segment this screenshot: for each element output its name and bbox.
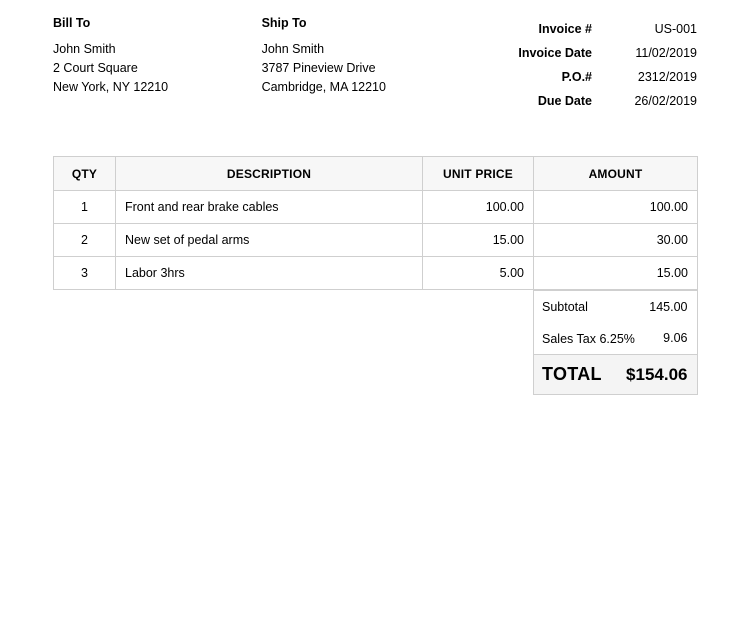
- invoice-header-section: [53, 16, 697, 113]
- subtotal-row: Subtotal 145.00: [53, 291, 697, 323]
- po-number-value: 2312/2019: [637, 70, 697, 84]
- due-date-row: [472, 89, 697, 113]
- cell-amount: 100.00: [534, 191, 698, 224]
- column-header-unit-price: UNIT PRICE: [423, 157, 534, 191]
- table-header-row: [54, 157, 698, 191]
- ship-to-line-1: John Smith: [261, 42, 325, 56]
- sales-tax-row: Sales Tax 6.25% 9.06: [53, 323, 697, 355]
- bill-to-line-2: 2 Court Square: [53, 61, 138, 75]
- due-date-value: 26/02/2019: [634, 94, 697, 108]
- bill-to-line-3: New York, NY 12210: [53, 80, 169, 94]
- invoice-date-row: [472, 41, 697, 65]
- cell-description: Front and rear brake cables: [116, 191, 423, 224]
- cell-description: New set of pedal arms: [116, 224, 423, 257]
- totals-table: [53, 290, 698, 395]
- line-items-header: [54, 157, 698, 191]
- line-items-body: [54, 191, 698, 290]
- ship-to-title: Ship To: [261, 16, 307, 30]
- column-header-amount: AMOUNT: [534, 157, 698, 191]
- po-number-label: P.O.#: [561, 70, 592, 84]
- subtotal-value: 145.00: [533, 291, 697, 323]
- invoice-meta-block: [472, 16, 697, 113]
- cell-description: Labor 3hrs: [116, 257, 423, 290]
- invoice-date-value: 11/02/2019: [635, 46, 697, 60]
- bill-to-block: [53, 16, 262, 97]
- cell-unit-price: 5.00: [423, 257, 534, 290]
- cell-qty: 1: [54, 191, 116, 224]
- totals-spacer: [53, 291, 533, 323]
- bill-to-title: Bill To: [53, 16, 91, 30]
- ship-to-line-2: 3787 Pineview Drive: [261, 61, 376, 75]
- ship-to-block: [262, 16, 472, 97]
- grand-total-value: $154.06: [533, 355, 697, 395]
- due-date-label: Due Date: [537, 94, 592, 108]
- table-row: [54, 224, 698, 257]
- cell-unit-price: 100.00: [423, 191, 534, 224]
- cell-amount: 30.00: [534, 224, 698, 257]
- cell-unit-price: 15.00: [423, 224, 534, 257]
- column-header-qty: QTY: [54, 157, 116, 191]
- table-row: [54, 257, 698, 290]
- totals-spacer: [53, 355, 533, 395]
- invoice-number-value: US-001: [654, 22, 697, 36]
- sales-tax-value: 9.06: [533, 323, 697, 355]
- ship-to-line-3: Cambridge, MA 12210: [261, 80, 386, 94]
- cell-qty: 3: [54, 257, 116, 290]
- column-header-description: DESCRIPTION: [116, 157, 423, 191]
- grand-total-row: [53, 355, 697, 395]
- totals-spacer: [53, 323, 533, 355]
- table-row: [54, 191, 698, 224]
- cell-amount: 15.00: [534, 257, 698, 290]
- invoice-date-label: Invoice Date: [518, 46, 592, 60]
- invoice-number-label: Invoice #: [538, 22, 592, 36]
- po-number-row: [472, 65, 697, 89]
- totals-section: [53, 290, 697, 395]
- line-items-table: [53, 156, 698, 290]
- cell-qty: 2: [54, 224, 116, 257]
- invoice-number-row: [472, 17, 697, 41]
- bill-to-line-1: John Smith: [53, 42, 116, 56]
